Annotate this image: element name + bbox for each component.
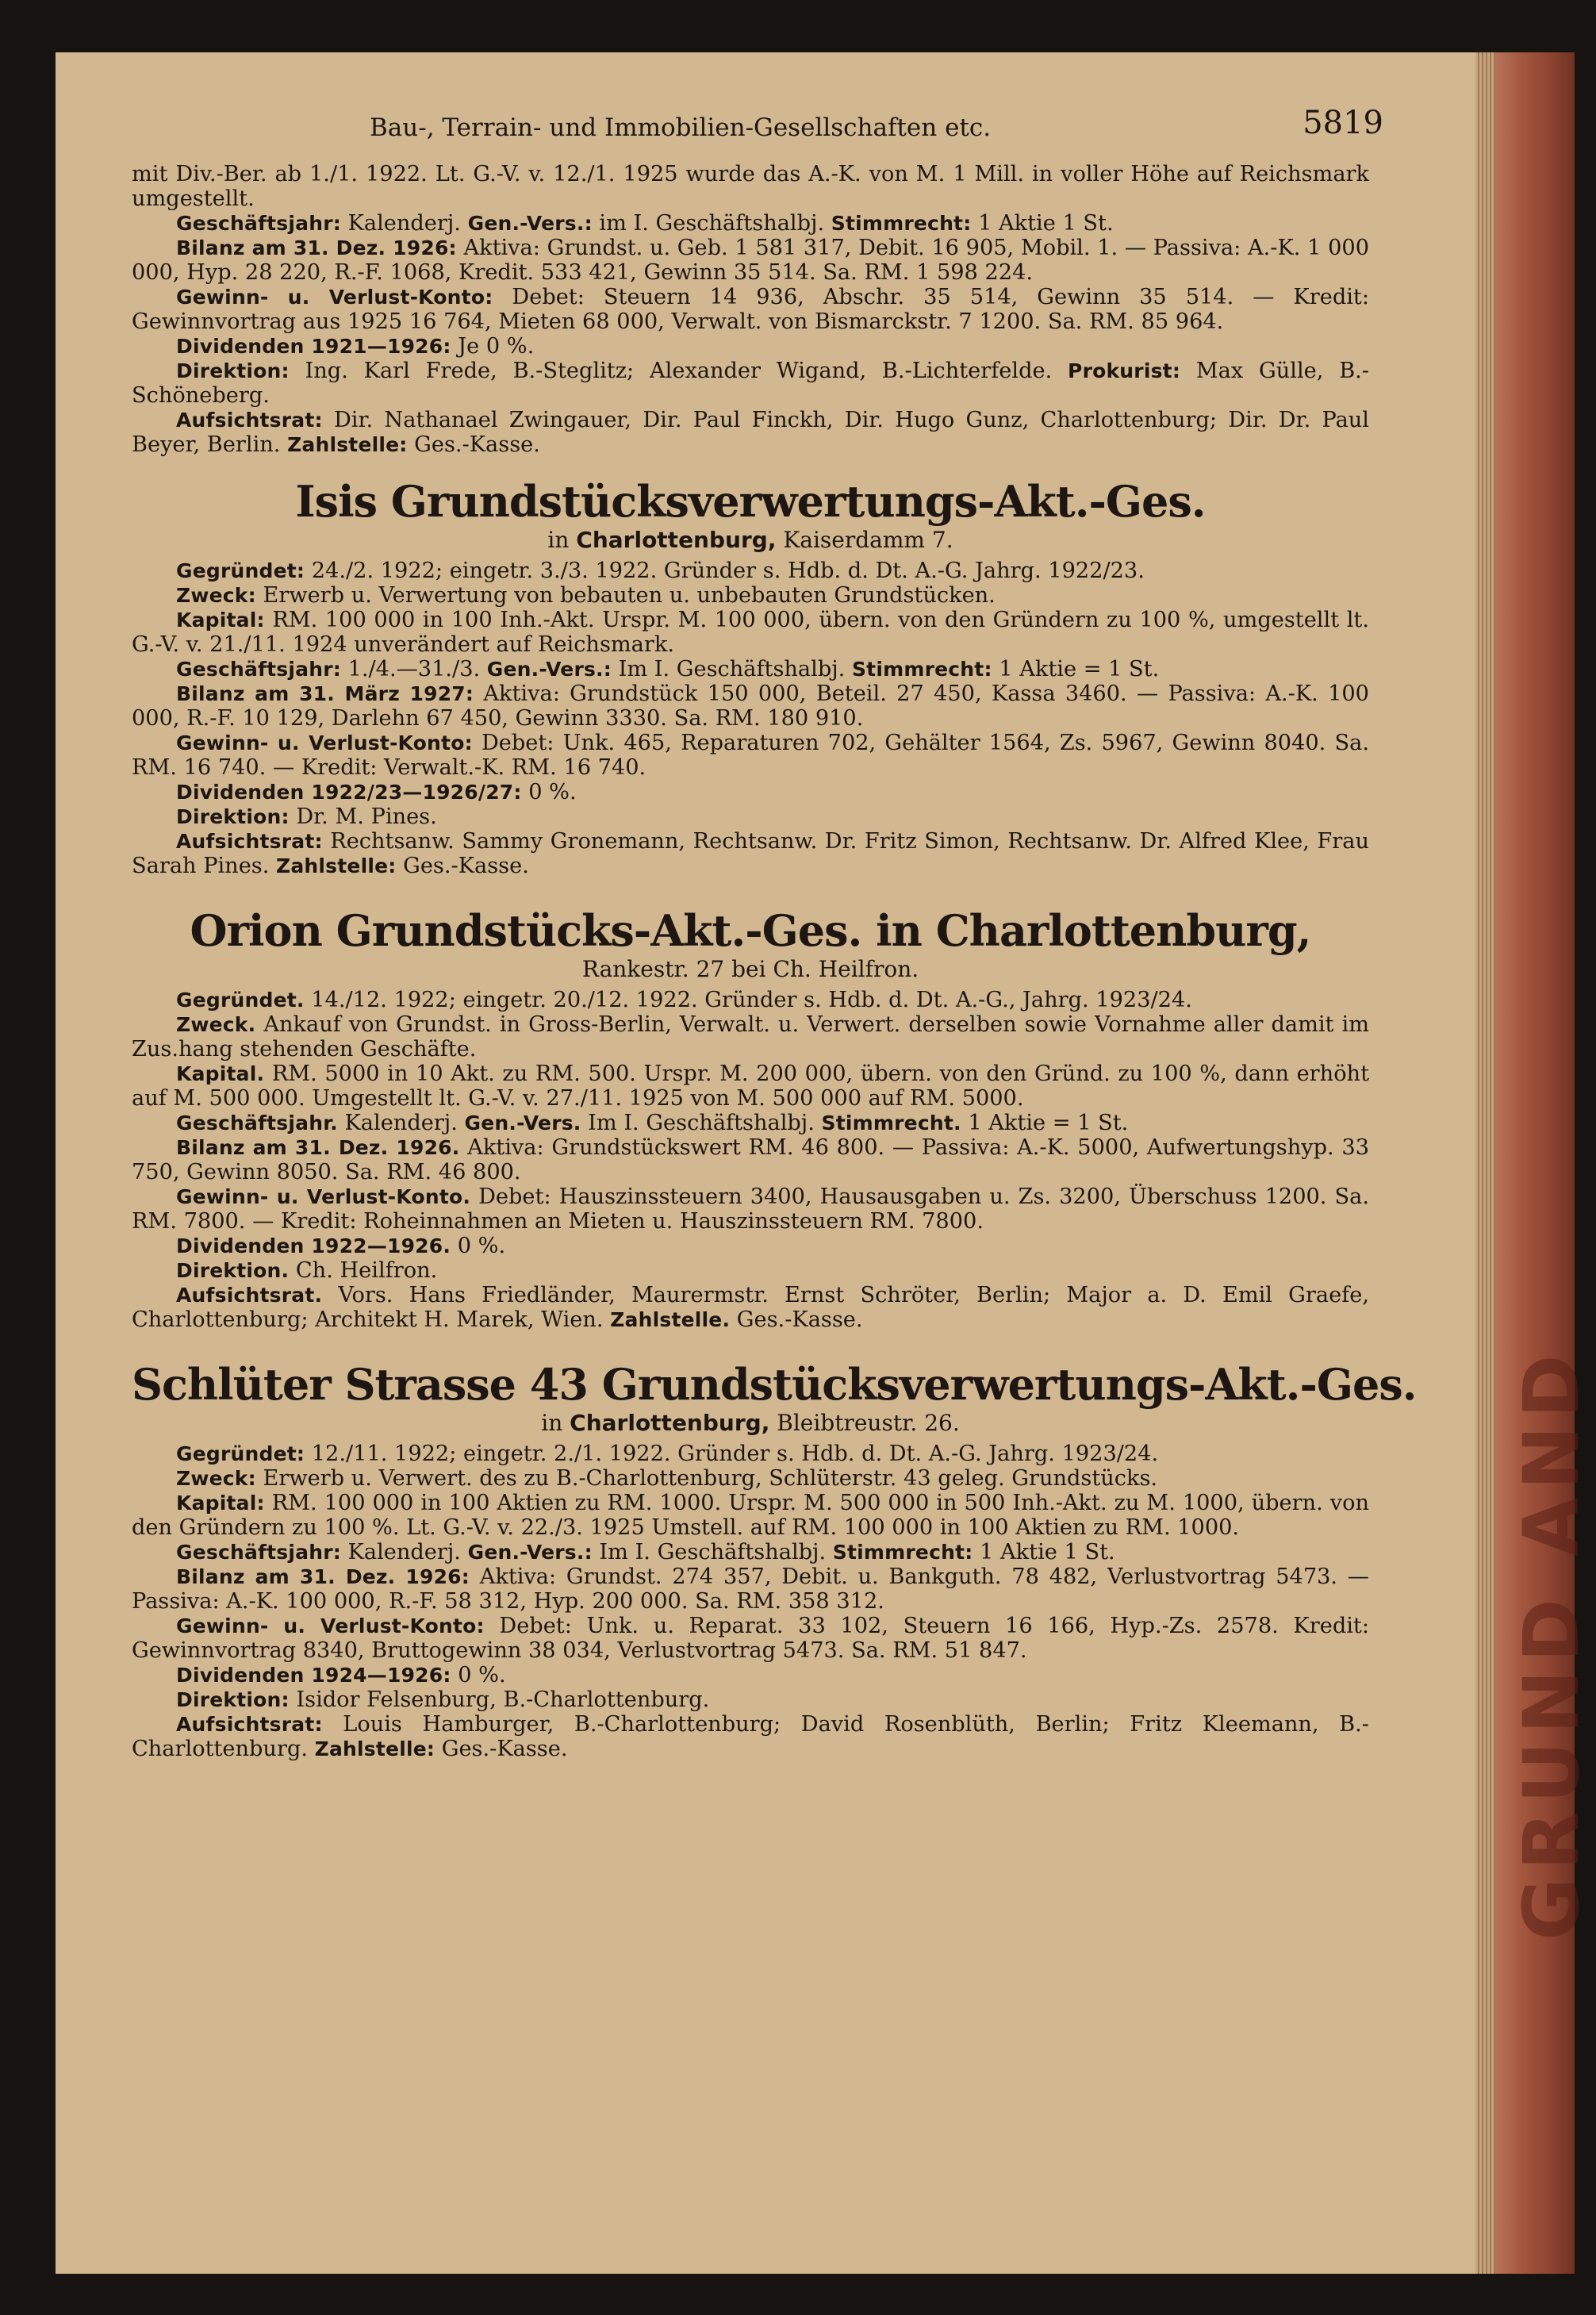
field-label: Zahlstelle: [314, 1737, 435, 1760]
field-label: Geschäftsjahr: [176, 212, 341, 235]
field-label: Dividenden 1921—1926: [176, 335, 451, 358]
field-label: Kapital. [176, 1062, 265, 1085]
management [132, 1258, 1369, 1283]
balance-sheet [132, 681, 1369, 731]
field-label: Kapital: [176, 609, 265, 632]
founded [132, 559, 1369, 583]
entry-meta-line [132, 1540, 1369, 1564]
field-value: Erwerb u. Verwert. des zu B.-Charlottenburg, Schlüterstr. 43 geleg. Grundstücks. [255, 1466, 1158, 1491]
balance-sheet [132, 1564, 1369, 1614]
field-value: Debet: Unk. 465, Reparaturen 702, Gehälter 1564, Zs. 5967, Gewinn 8040. Sa. RM. 16 740. — Kredit: Verwalt.-K. RM. 16 740. [132, 731, 1369, 780]
supervisory-board [132, 1283, 1369, 1332]
field-value: 1 Aktie 1 St. [971, 211, 1114, 236]
field-value: 0 %. [451, 1663, 506, 1687]
purpose [132, 583, 1369, 608]
field-value: Max Gülle, B.-Schöneberg. [132, 359, 1369, 408]
field-value: 1 Aktie 1 St. [973, 1540, 1115, 1564]
field-label: Bilanz am 31. Dez. 1926. [176, 1136, 460, 1159]
profit-loss-account [132, 285, 1369, 334]
field-value: Debet: Steuern 14 936, Abschr. 35 514, Gewinn 35 514. — Kredit: Gewinnvortrag aus 1925 16 764, Mieten 68 000, Verwalt. von Bismarckstr. 7 1200. Sa. RM. 85 964. [132, 285, 1370, 334]
field-label: Gen.-Vers.: [467, 1541, 593, 1564]
field-value: RM. 5000 in 10 Akt. zu RM. 500. Urspr. M. 200 000, übern. von den Gründ. zu 100 %, dann erhöht auf M. 500 000. Umgestellt lt. G.-V. v. 27./11. 1925 von M. 500 000 auf RM. 5000. [132, 1062, 1369, 1111]
entry-meta-line [132, 211, 1369, 236]
dividends [132, 780, 1369, 804]
field-value: Aktiva: Grundst. u. Geb. 1 581 317, Debit. 16 905, Mobil. 1. — Passiva: A.-K. 1 000 000, Hyp. 28 220, R.-F. 1068, Kredit. 533 421, Gewinn 35 514. Sa. RM. 1 598 224. [132, 236, 1369, 285]
field-label: Gewinn- u. Verlust-Konto: [176, 286, 493, 309]
entry-isis [132, 476, 1369, 878]
field-label: Stimmrecht: [831, 212, 972, 235]
field-value: 0 %. [451, 1234, 506, 1258]
entry-schlueter [132, 1359, 1417, 1761]
field-label: Bilanz am 31. Dez. 1926: [176, 236, 457, 259]
running-head: Bau-, Terrain- und Immobilien-Gesellschaften etc. [370, 113, 992, 142]
field-label: Aufsichtsrat: [176, 1713, 323, 1736]
founded [132, 1442, 1369, 1466]
field-label: Gewinn- u. Verlust-Konto: [176, 1614, 485, 1637]
field-value: 12./11. 1922; eingetr. 2./1. 1922. Gründer s. Hdb. d. Dt. A.-G. Jahrg. 1923/24. [305, 1442, 1159, 1466]
field-value: Ch. Heilfron. [289, 1258, 438, 1283]
field-value: Erwerb u. Verwertung von bebauten u. unbebauten Grundstücken. [255, 583, 996, 608]
capital [132, 1062, 1369, 1111]
field-label: Gen.-Vers.: [467, 212, 593, 235]
field-value: Debet: Hauszinssteuern 3400, Hausausgaben u. Zs. 3200, Überschuss 1200. Sa. RM. 7800. — Kredit: Roheinnahmen an Mieten u. Hauszinssteuern RM. 7800. [132, 1184, 1370, 1234]
capital [132, 608, 1369, 657]
company-title: Isis Grundstücksverwertungs-Akt.-Ges. [295, 476, 1206, 527]
field-label: Geschäftsjahr. [176, 1111, 338, 1134]
entry-meta-line [132, 1111, 1369, 1135]
field-value: 1 Aktie = 1 St. [961, 1111, 1129, 1135]
field-value: Aktiva: Grundstück 150 000, Beteil. 27 450, Kassa 3460. — Passiva: A.-K. 100 000, R.-F. 10 129, Darlehn 67 450, Gewinn 3330. Sa. RM. 180 910. [132, 681, 1369, 731]
field-value: Je 0 %. [451, 334, 535, 359]
field-label: Stimmrecht. [821, 1111, 961, 1134]
location-prefix: in [541, 1410, 570, 1436]
field-label: Zweck. [176, 1013, 256, 1036]
spine-lettering: GRUND AND [1507, 1346, 1596, 1941]
field-label: Direktion: [176, 359, 290, 382]
profit-loss-account [132, 1614, 1369, 1663]
field-label: Gewinn- u. Verlust-Konto. [176, 1185, 471, 1208]
location-city: Charlottenburg, [570, 1410, 770, 1436]
founded [132, 988, 1369, 1012]
field-value: Louis Hamburger, B.-Charlottenburg; David Rosenblüth, Berlin; Fritz Kleemann, B.-Charlottenburg. [132, 1712, 1369, 1761]
field-label: Direktion: [176, 1688, 290, 1711]
book-page [56, 52, 1596, 2274]
supervisory-board [132, 1712, 1369, 1761]
entry-text: mit Div.-Ber. ab 1./1. 1922. Lt. G.-V. v. 12./1. 1925 wurde das A.-K. von M. 1 Mill. in voller Höhe auf Reichsmark umgestellt. [132, 162, 1369, 211]
field-value: Kalenderj. [340, 211, 468, 236]
company-title: Schlüter Strasse 43 Grundstücksverwertungs-Akt.-Ges. [132, 1359, 1417, 1410]
field-value: Rechtsanw. Sammy Gronemann, Rechtsanw. Dr. Fritz Simon, Rechtsanw. Dr. Alfred Klee, Frau Sarah Pines. [132, 829, 1369, 878]
company-title: Orion Grundstücks-Akt.-Ges. in Charlottenburg, [190, 905, 1311, 956]
field-value: Im I. Geschäftshalbj. [611, 657, 852, 681]
company-location [132, 1410, 1369, 1437]
field-value: Ges.-Kasse. [730, 1307, 863, 1332]
field-label: Dividenden 1924—1926: [176, 1664, 451, 1687]
field-label: Direktion: [176, 805, 290, 828]
field-value: Dir. Nathanael Zwingauer, Dir. Paul Finckh, Dir. Hugo Gunz, Charlottenburg; Dir. Dr. Paul Beyer, Berlin. [132, 408, 1369, 457]
page-number: 5819 [1303, 105, 1383, 141]
entry-previous-continued [132, 162, 1369, 457]
company-location: Rankestr. 27 bei Ch. Heilfron. [581, 956, 919, 982]
profit-loss-account [132, 731, 1369, 780]
field-value: Ges.-Kasse. [435, 1737, 568, 1761]
field-value: Ges.-Kasse. [407, 432, 540, 457]
field-value: Vors. Hans Friedländer, Maurermstr. Ernst Schröter, Berlin; Major a. D. Emil Graefe, Charlottenburg; Architekt H. Marek, Wien. [132, 1283, 1369, 1332]
field-label: Dividenden 1922—1926. [176, 1234, 451, 1257]
dividends [132, 1663, 1369, 1687]
field-value: Debet: Unk. u. Reparat. 33 102, Steuern 16 166, Hyp.-Zs. 2578. Kredit: Gewinnvortrag 8340, Bruttogewinn 38 034, Verlustvortrag 5473. Sa. RM. 51 847. [132, 1614, 1370, 1663]
field-label: Zahlstelle. [610, 1308, 731, 1331]
field-label: Geschäftsjahr: [176, 658, 341, 681]
field-label: Aufsichtsrat: [176, 830, 323, 853]
field-label: Stimmrecht: [851, 658, 992, 681]
page-edges [1475, 52, 1495, 2274]
supervisory-board [132, 829, 1369, 878]
field-value: Aktiva: Grundst. 274 357, Debit. u. Bankguth. 78 482, Verlustvortrag 5473. — Passiva: A.-K. 100 000, R.-F. 58 312, Hyp. 200 000. Sa. RM. 358 312. [132, 1564, 1369, 1614]
field-label: Geschäftsjahr: [176, 1541, 341, 1564]
field-value: 0 %. [521, 780, 577, 804]
field-label: Zweck: [176, 584, 256, 607]
location-address: Kaiserdamm 7. [776, 527, 953, 553]
field-label: Gewinn- u. Verlust-Konto: [176, 731, 473, 754]
balance-sheet [132, 1135, 1369, 1184]
capital [132, 1491, 1369, 1540]
field-value: Im I. Geschäftshalbj. [592, 1540, 833, 1564]
field-label: Gegründet. [176, 989, 305, 1012]
field-label: Aufsichtsrat. [176, 1284, 323, 1307]
field-label: Zweck: [176, 1467, 256, 1490]
field-value: RM. 100 000 in 100 Aktien zu RM. 1000. Urspr. M. 500 000 in 500 Inh.-Akt. zu M. 1000, übern. von den Gründern zu 100 %. Lt. G.-V. v. 22./3. 1925 Umstell. auf RM. 100 000 in 100 Aktien zu RM. 1000. [132, 1491, 1369, 1540]
field-label: Aufsichtsrat: [176, 409, 323, 432]
profit-loss-account [132, 1184, 1369, 1234]
entry-orion [132, 905, 1369, 1332]
entry-meta-line [132, 657, 1369, 681]
field-value: Aktiva: Grundstückswert RM. 46 800. — Passiva: A.-K. 5000, Aufwertungshyp. 33 750, Gewinn 8050. Sa. RM. 46 800. [132, 1135, 1369, 1184]
field-label: Gegründet: [176, 559, 305, 582]
field-label: Prokurist: [1068, 359, 1181, 382]
field-value: Kalenderj. [337, 1111, 465, 1135]
field-label: Bilanz am 31. Dez. 1926: [176, 1565, 470, 1588]
field-label: Kapital: [176, 1492, 265, 1515]
field-label: Zahlstelle: [276, 854, 397, 877]
dividends [132, 1234, 1369, 1258]
field-value: Im I. Geschäftshalbj. [581, 1111, 822, 1135]
field-value: Ing. Karl Frede, B.-Steglitz; Alexander Wigand, B.-Lichterfelde. [289, 359, 1068, 383]
field-value: 24./2. 1922; eingetr. 3./3. 1922. Gründer s. Hdb. d. Dt. A.-G. Jahrg. 1922/23. [305, 559, 1145, 583]
field-value: Ankauf von Grundst. in Gross-Berlin, Verwalt. u. Verwert. derselben sowie Vornahme aller damit im Zus.hang stehenden Geschäfte. [132, 1012, 1369, 1062]
field-label: Gegründet: [176, 1442, 305, 1465]
field-value: RM. 100 000 in 100 Inh.-Akt. Urspr. M. 100 000, übern. von den Gründern zu 100 %, umgestellt lt. G.-V. v. 21./11. 1924 unverändert auf Reichsmark. [132, 608, 1369, 657]
field-label: Bilanz am 31. März 1927: [176, 682, 474, 705]
management [132, 804, 1369, 829]
field-value: 14./12. 1922; eingetr. 20./12. 1922. Gründer s. Hdb. d. Dt. A.-G., Jahrg. 1923/24. [304, 988, 1192, 1012]
location-prefix: in [547, 527, 577, 553]
page-content [132, 105, 1417, 1761]
field-value: 1./4.—31./3. [340, 657, 487, 681]
dividends [132, 334, 1369, 359]
field-value: 1 Aktie = 1 St. [992, 657, 1160, 681]
balance-sheet [132, 236, 1369, 285]
field-label: Gen.-Vers. [464, 1111, 581, 1134]
field-value: Isidor Felsenburg, B.-Charlottenburg. [289, 1687, 710, 1712]
company-location [132, 527, 1369, 554]
location-address: Bleibtreustr. 26. [769, 1410, 960, 1436]
page-header [132, 105, 1383, 162]
management [132, 359, 1369, 408]
field-value: im I. Geschäftshalbj. [592, 211, 831, 236]
field-label: Zahlstelle: [287, 433, 408, 456]
field-label: Stimmrecht: [832, 1541, 973, 1564]
field-value: Ges.-Kasse. [396, 854, 529, 878]
purpose [132, 1466, 1369, 1491]
field-value: Dr. M. Pines. [289, 804, 437, 829]
purpose [132, 1012, 1369, 1062]
management [132, 1687, 1369, 1712]
field-value: Kalenderj. [340, 1540, 468, 1564]
field-label: Dividenden 1922/23—1926/27: [176, 781, 522, 804]
supervisory-board [132, 408, 1369, 457]
field-label: Direktion. [176, 1259, 290, 1282]
field-label: Gen.-Vers.: [486, 658, 612, 681]
location-city: Charlottenburg, [576, 527, 777, 553]
